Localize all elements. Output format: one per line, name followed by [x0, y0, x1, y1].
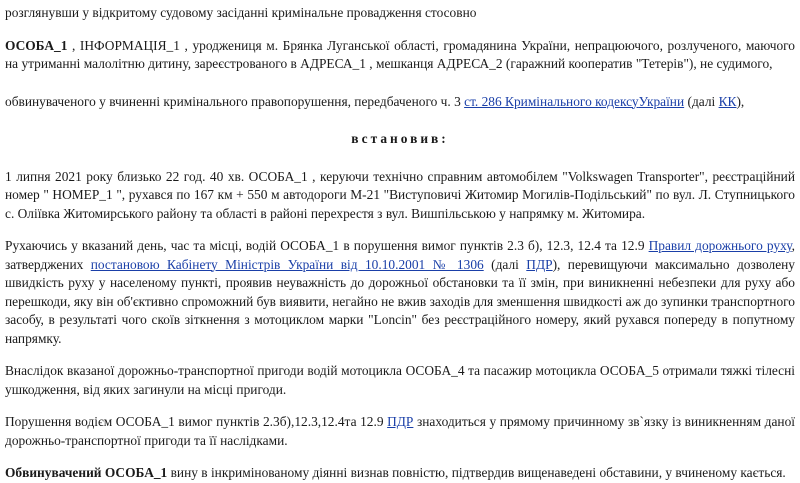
charge-text-mid: (далі	[684, 93, 719, 109]
violation-text: Рухаючись у вказаний день, час та місці, водій ОСОБА_1 в порушення вимог пунктів 2.3 б), 12.3, 12.4 та 12.9	[5, 238, 649, 253]
ukraine-link[interactable]: України	[638, 93, 685, 109]
accused-label: Обвинувачений ОСОБА_1	[5, 465, 168, 480]
causation-paragraph	[5, 413, 795, 450]
section-heading: встановив:	[351, 131, 449, 146]
charge-paragraph	[5, 93, 795, 112]
consequences-paragraph: Внаслідок вказаної дорожньо-транспортної пригоди водій мотоцикла ОСОБА_4 та пасажир мотоцикла ОСОБА_5 отримали тяжкі тілесні ушкодження, від яких загинули на місці пригоди.	[5, 363, 795, 397]
defendant-name: ОСОБА_1	[5, 37, 68, 53]
traffic-rules-link[interactable]: Правил дорожнього руху	[648, 238, 792, 253]
plea-paragraph	[5, 464, 795, 483]
violation-text-end: ), перевищуючи максимально дозволену швидкість руху у населеному пункті, проявив неуважність до дорожньої обстановки та її змін, при виникненні небезпеки для руху або перешкоди, яку він об'єктивно спроможний був виявити, негайно не вжив заходів для зменшення швидкості аж до зупинки транспортного засобу, в результаті чого скоїв зіткнення з мотоциклом марки "Loncin" без реєстраційного номеру, який рухався попереду в попутному напрямку.	[5, 256, 795, 346]
violation-text-mid: , затверджених	[5, 238, 795, 272]
charge-text-end: ),	[736, 93, 745, 109]
causation-text: Порушення водієм ОСОБА_1 вимог пунктів 2.3б),12.3,12.4та 12.9	[5, 414, 388, 429]
incident-paragraph: 1 липня 2021 року близько 22 год. 40 хв. ОСОБА_1 , керуючи технічно справним автомобілем "Volkswagen Transporter", реєстраційний номер " НОМЕР_1 ", рухався по 167 км + 550 м автодороги М-21 "Виступовичі Житомир Могилів-Подільський" по вул. Л. Ступницького с. Оліївка Житомирського району та області в районі перехрестя з вул. Вишпільською у напрямку м. Житомира.	[5, 168, 795, 221]
charge-text: обвинуваченого у вчиненні кримінального правопорушення, передбаченого ч. 3	[5, 93, 465, 109]
resolution-link[interactable]: постановою Кабінету Міністрів України від 10.10.2001 № 1306	[90, 256, 484, 272]
intro-paragraph: розглянувши у відкритому судовому засіданні кримінальне провадження стосовно	[5, 5, 477, 20]
kk-link[interactable]: КК	[718, 93, 737, 109]
defendant-details: , ІНФОРМАЦІЯ_1 , уроджениця м. Брянка Луганської області, громадянина України, непрацюючого, розлученого, маючого на утриманні малолітню дитину, зареєстрованого в АДРЕСА_1 , мешканця АДРЕСА_2 (гаражний кооператив "Тетерів"), не судимого,	[5, 37, 795, 71]
pdr-link[interactable]: ПДР	[526, 256, 553, 272]
article-link[interactable]: ст. 286 Кримінального кодексу	[464, 93, 639, 109]
violation-paragraph	[5, 237, 795, 348]
plea-text: вину в інкримінованому діянні визнав повністю, підтвердив вищенаведені обставини, у вчиненому кається.	[167, 465, 786, 480]
violation-text-mid2: (далі	[483, 256, 527, 272]
causation-text-end: знаходиться у прямому причинному зв`язку із виникненням даної дорожньо-транспортної пригоди та її наслідками.	[5, 414, 795, 448]
defendant-paragraph	[5, 37, 795, 74]
pdr-link-2[interactable]: ПДР	[387, 414, 414, 429]
